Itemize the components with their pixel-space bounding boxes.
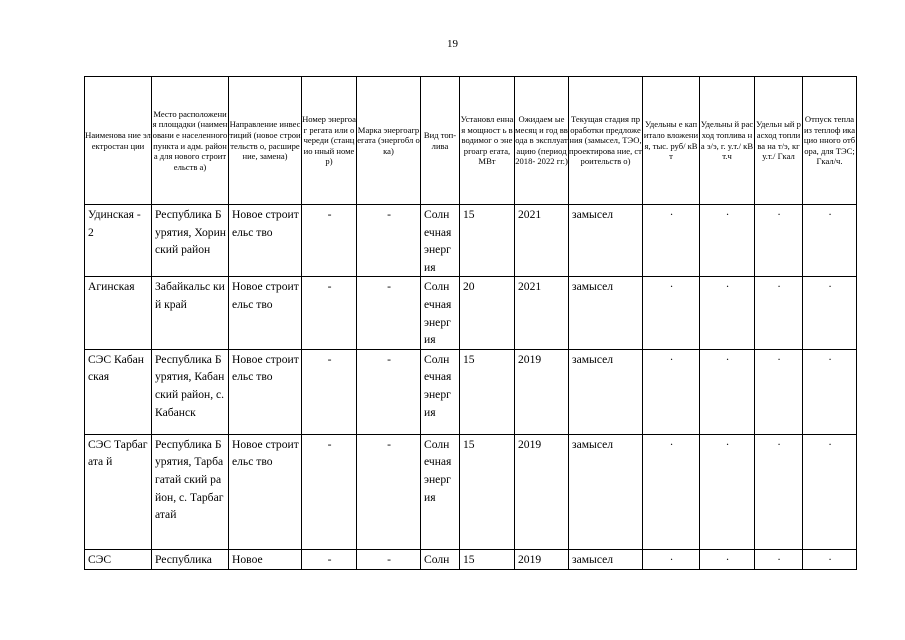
header-unit-brand: Марка энергоагр егата (энергобл ока) xyxy=(357,77,421,205)
cell-plant-name: Агинская xyxy=(85,277,152,349)
table-row xyxy=(85,277,857,349)
header-stage: Текущая стадия проработки предложения (замысел, ТЭО, проектирова ние, строительств о) xyxy=(569,77,643,205)
cell-fuel-rate-electricity: · xyxy=(700,549,755,569)
cell-fuel-rate-heat: · xyxy=(755,205,803,277)
header-fuel-rate-heat: Удельн ый расход топлива на т/э, кг у.т./ Гкал xyxy=(755,77,803,205)
cell-stage: замысел xyxy=(569,549,643,569)
header-commissioning-date: Ожидаем ые месяц и год ввода в эксплуат ацию (период 2018- 2022 гг.) xyxy=(515,77,569,205)
cell-direction: Новое строительс тво xyxy=(229,205,302,277)
cell-commissioning-date: 2021 xyxy=(515,205,569,277)
cell-location: Республика xyxy=(152,549,229,569)
cell-fuel-type: Солн ечная энерг ия xyxy=(421,205,460,277)
cell-location: Забайкальс кий край xyxy=(152,277,229,349)
cell-direction: Новое xyxy=(229,549,302,569)
cell-location: Республика Бурятия, Хоринский район xyxy=(152,205,229,277)
cell-unit-brand: - xyxy=(357,277,421,349)
cell-heat-output: · xyxy=(803,549,857,569)
cell-fuel-rate-heat: · xyxy=(755,549,803,569)
cell-capacity: 15 xyxy=(460,349,515,434)
cell-unit-brand: - xyxy=(357,434,421,549)
cell-heat-output: · xyxy=(803,277,857,349)
cell-fuel-rate-heat: · xyxy=(755,277,803,349)
cell-stage: замысел xyxy=(569,205,643,277)
table-row xyxy=(85,434,857,549)
cell-specific-capex: · xyxy=(643,205,700,277)
cell-capacity: 15 xyxy=(460,205,515,277)
cell-location: Республика Бурятия, Тарбагатай ский район, с. Тарбагатай xyxy=(152,434,229,549)
table-header-row xyxy=(85,77,857,205)
header-direction: Направление инвестиций (новое строительств о, расширение, замена) xyxy=(229,77,302,205)
cell-fuel-rate-electricity: · xyxy=(700,277,755,349)
cell-plant-name: СЭС Тарбагата й xyxy=(85,434,152,549)
cell-unit-number: - xyxy=(302,349,357,434)
cell-fuel-type: Солн ечная энерг ия xyxy=(421,434,460,549)
cell-fuel-type: Солн ечная энерг ия xyxy=(421,277,460,349)
cell-fuel-rate-electricity: · xyxy=(700,434,755,549)
cell-unit-number: - xyxy=(302,434,357,549)
cell-plant-name: Удинская - 2 xyxy=(85,205,152,277)
header-unit-number: Номер энергоаг регата или очереди (станцио нный номер) xyxy=(302,77,357,205)
cell-capacity: 20 xyxy=(460,277,515,349)
cell-fuel-rate-electricity: · xyxy=(700,205,755,277)
investment-table xyxy=(84,76,857,570)
cell-direction: Новое строительс тво xyxy=(229,434,302,549)
cell-unit-number: - xyxy=(302,277,357,349)
cell-plant-name: СЭС xyxy=(85,549,152,569)
cell-capacity: 15 xyxy=(460,549,515,569)
header-capacity: Установл енная мощност ь вводимог о энергоагр егата, МВт xyxy=(460,77,515,205)
header-fuel-rate-electricity: Удельны й расход топлива на э/э, г. у.т./ кВт.ч xyxy=(700,77,755,205)
cell-heat-output: · xyxy=(803,349,857,434)
cell-unit-brand: - xyxy=(357,549,421,569)
page-number: 19 xyxy=(447,38,458,50)
cell-fuel-type: Солн ечная энерг ия xyxy=(421,349,460,434)
cell-unit-number: - xyxy=(302,205,357,277)
table-row xyxy=(85,205,857,277)
cell-stage: замысел xyxy=(569,349,643,434)
cell-location: Республика Бурятия, Кабанский район, с. Кабанск xyxy=(152,349,229,434)
cell-heat-output: · xyxy=(803,205,857,277)
cell-fuel-rate-heat: · xyxy=(755,349,803,434)
cell-direction: Новое строительс тво xyxy=(229,349,302,434)
cell-specific-capex: · xyxy=(643,434,700,549)
cell-fuel-type: Солн xyxy=(421,549,460,569)
table-row xyxy=(85,349,857,434)
table-row xyxy=(85,549,857,569)
cell-specific-capex: · xyxy=(643,549,700,569)
cell-unit-number: - xyxy=(302,549,357,569)
cell-commissioning-date: 2021 xyxy=(515,277,569,349)
cell-heat-output: · xyxy=(803,434,857,549)
cell-specific-capex: · xyxy=(643,277,700,349)
cell-commissioning-date: 2019 xyxy=(515,549,569,569)
cell-fuel-rate-electricity: · xyxy=(700,349,755,434)
cell-plant-name: СЭС Кабанская xyxy=(85,349,152,434)
cell-fuel-rate-heat: · xyxy=(755,434,803,549)
cell-unit-brand: - xyxy=(357,205,421,277)
cell-stage: замысел xyxy=(569,277,643,349)
cell-commissioning-date: 2019 xyxy=(515,349,569,434)
header-location: Место расположени я площадки (наименовани е населенного пункта и адм. района для нового строительств а) xyxy=(152,77,229,205)
cell-capacity: 15 xyxy=(460,434,515,549)
header-specific-capex: Удельны е капитало вложени я, тыс. руб/ кВт xyxy=(643,77,700,205)
header-plant-name: Наименова ние электростан ции xyxy=(85,77,152,205)
cell-stage: замысел xyxy=(569,434,643,549)
cell-specific-capex: · xyxy=(643,349,700,434)
cell-commissioning-date: 2019 xyxy=(515,434,569,549)
header-fuel-type: Вид топ- лива xyxy=(421,77,460,205)
cell-direction: Новое строительс тво xyxy=(229,277,302,349)
cell-unit-brand: - xyxy=(357,349,421,434)
header-heat-output: Отпуск тепла из теплоф икацио нного отбора, для ТЭС; Гкал/ч. xyxy=(803,77,857,205)
